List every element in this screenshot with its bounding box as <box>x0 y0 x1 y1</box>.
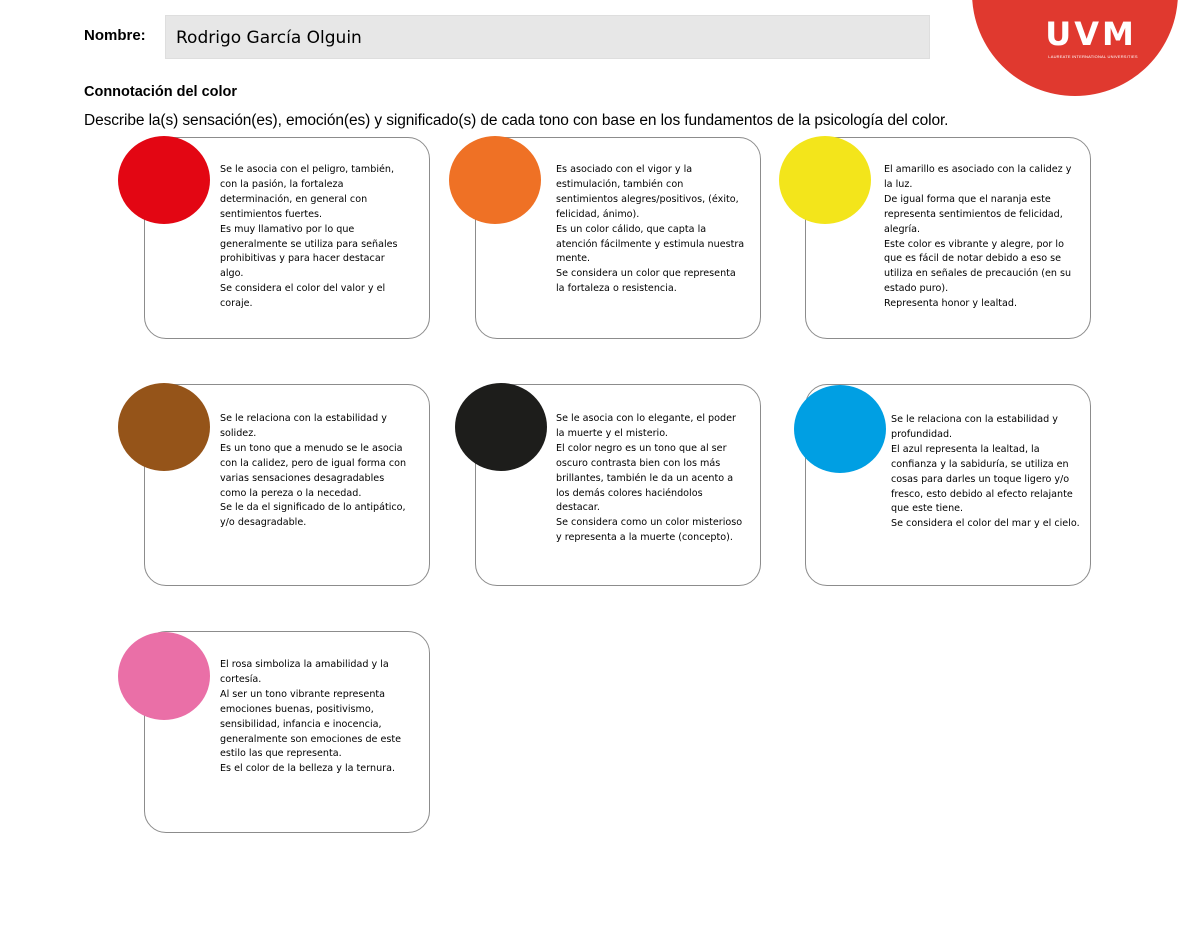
color-swatch-black <box>455 383 547 471</box>
color-swatch-red <box>118 136 210 224</box>
color-card-text-black: Se le asocia con lo elegante, el poder la muerte y el misterio. El color negro es un tono que al ser oscuro contrasta bien con los más brillantes, también le da un acento a los demás colores haciéndolos destacar. Se considera como un color misterioso y representa a la muerte (concepto). <box>556 413 743 544</box>
color-card-text-brown: Se le relaciona con la estabilidad y solidez. Es un tono que a menudo se le asocia con la calidez, pero de igual forma con varias sensaciones desagradables como la pereza o la necedad. Se le da el significado de lo antipático, y/o desagradable. <box>220 413 407 529</box>
color-card-text-orange: Es asociado con el vigor y la estimulación, también con sentimientos alegres/positivos, (éxito, felicidad, ánimo). Es un color cálido, que capta la atención fácilmente y estimula nuestra mente. Se considera un color que representa la fortaleza o resistencia. <box>556 164 745 295</box>
color-card-text-blue: Se le relaciona con la estabilidad y profundidad. El azul representa la lealtad, la confianza y la sabiduría, se utiliza en cosas para darles un toque ligero y/o fresco, esto debido al efecto relajante que este tiene. Se considera el color del mar y el cielo. <box>891 414 1080 530</box>
color-swatch-blue <box>794 385 886 473</box>
name-field[interactable]: Rodrigo García Olguin <box>165 15 930 59</box>
color-card-text-pink: El rosa simboliza la amabilidad y la cortesía. Al ser un tono vibrante representa emociones buenas, positivismo, sensibilidad, infancia e inocencia, generalmente son emociones de este estilo las que representa. Es el color de la belleza y la ternura. <box>220 659 402 775</box>
color-swatch-yellow <box>779 136 871 224</box>
color-card-text-red: Se le asocia con el peligro, también, con la pasión, la fortaleza determinación, en general con sentimientos fuertes. Es muy llamativo por lo que generalmente se utiliza para señales prohibitivas y para hacer destacar algo. Se considera el color del valor y el coraje. <box>220 164 398 310</box>
color-card-text-yellow: El amarillo es asociado con la calidez y la luz. De igual forma que el naranja este representa sentimientos de felicidad, alegría. Este color es vibrante y alegre, por lo que es fácil de notar debido a eso se utiliza en señales de precaución (en su estado puro). Representa honor y lealtad. <box>884 164 1072 310</box>
uvm-logo-subtitle: LAUREATE INTERNATIONAL UNIVERSITIES <box>1048 54 1138 59</box>
uvm-logo-text: UVM <box>1045 15 1137 53</box>
color-swatch-pink <box>118 632 210 720</box>
section-title: Connotación del color <box>84 84 238 100</box>
instruction-text: Describe la(s) sensación(es), emoción(es) y significado(s) de cada tono con base en los fundamentos de la psicología del color. <box>84 112 949 129</box>
color-swatch-orange <box>449 136 541 224</box>
name-label: Nombre: <box>84 27 146 44</box>
color-swatch-brown <box>118 383 210 471</box>
